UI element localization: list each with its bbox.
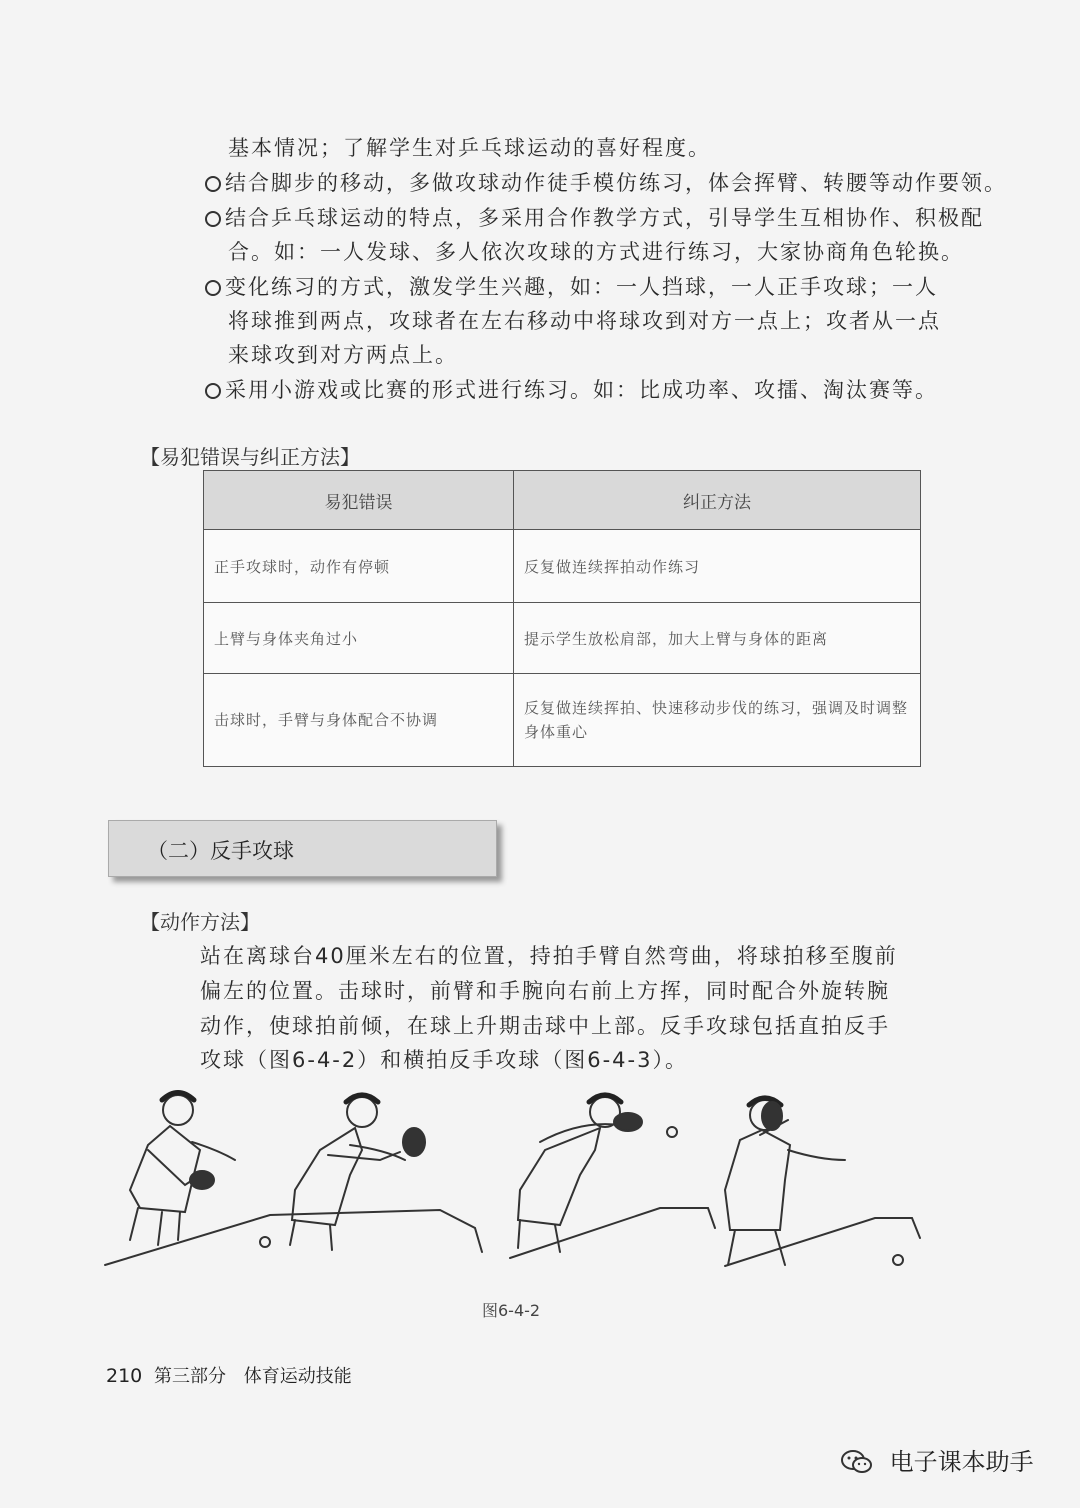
bullet-circle-icon	[205, 211, 221, 227]
page-footer	[106, 1362, 352, 1388]
bullet-3-line-3: 来球攻到对方两点上。	[228, 343, 458, 367]
player-figure-1	[130, 1093, 235, 1246]
bullet-circle-icon	[205, 280, 221, 296]
method-line-3: 动作，使球拍前倾，在球上升期击球中上部。反手攻球包括直拍反手	[200, 1014, 890, 1038]
table-cell: 正手攻球时，动作有停顿	[204, 530, 514, 603]
bullet-1-line-1: 结合脚步的移动，多做攻球动作徒手模仿练习，体会挥臂、转腰等动作要领。	[205, 167, 1007, 197]
table-cell: 上臂与身体夹角过小	[204, 603, 514, 674]
ball-3	[893, 1255, 903, 1265]
bullet-2-line-2: 合。如：一人发球、多人依次攻球的方式进行练习，大家协商角色轮换。	[228, 240, 964, 264]
table-cell: 反复做连续挥拍、快速移动步伐的练习，强调及时调整身体重心	[514, 674, 921, 767]
errors-heading: 【易犯错误与纠正方法】	[140, 445, 360, 469]
table-row	[204, 603, 921, 674]
bullet-circle-icon	[205, 383, 221, 399]
bullet-3-line-1: 变化练习的方式，激发学生兴趣，如：一人挡球，一人正手攻球；一人	[205, 271, 938, 301]
ball-1	[260, 1237, 270, 1247]
watermark-text: 电子课本助手	[889, 1448, 1034, 1476]
bullet-2-line-1: 结合乒乓球运动的特点，多采用合作教学方式，引导学生互相协作、积极配	[205, 202, 984, 232]
bullet-3-line-2: 将球推到两点，攻球者在左右移动中将球攻到对方一点上；攻者从一点	[228, 309, 941, 333]
page-number: 210	[106, 1365, 143, 1387]
table-header-row	[204, 471, 921, 530]
method-line-1: 站在离球台40厘米左右的位置，持拍手臂自然弯曲，将球拍移至腹前	[200, 944, 898, 968]
intro-line: 基本情况；了解学生对乒乓球运动的喜好程度。	[228, 136, 711, 160]
errors-table	[203, 470, 921, 767]
method-heading: 【动作方法】	[140, 910, 260, 934]
table-edge-2	[510, 1208, 715, 1258]
table-row	[204, 530, 921, 603]
column-header-corrections: 纠正方法	[514, 471, 921, 530]
player-figure-4	[725, 1098, 845, 1265]
ball-2	[667, 1127, 677, 1137]
method-line-4: 攻球（图6-4-2）和横拍反手攻球（图6-4-3）。	[200, 1048, 688, 1072]
table-cell: 反复做连续挥拍动作练习	[514, 530, 921, 603]
table-cell: 提示学生放松肩部，加大上臂与身体的距离	[514, 603, 921, 674]
figure-caption: 图6-4-2	[482, 1301, 541, 1320]
table-row	[204, 674, 921, 767]
watermark	[840, 1442, 1034, 1477]
footer-part: 第三部分	[154, 1366, 226, 1387]
bullet-4-line-1: 采用小游戏或比赛的形式进行练习。如：比成功率、攻擂、淘汰赛等。	[205, 374, 938, 404]
bullet-circle-icon	[205, 176, 221, 192]
footer-title: 体育运动技能	[243, 1366, 352, 1387]
player-figure-3	[518, 1095, 642, 1252]
player-figure-2	[290, 1095, 425, 1250]
column-header-errors: 易犯错误	[204, 471, 514, 530]
table-cell: 击球时，手臂与身体配合不协调	[204, 674, 514, 767]
subsection-title-box	[108, 820, 497, 877]
wechat-icon	[840, 1448, 874, 1476]
subsection-title: （二）反手攻球	[147, 839, 294, 863]
backhand-attack-illustration	[100, 1080, 960, 1280]
table-edge-3	[725, 1218, 920, 1266]
method-line-2: 偏左的位置。击球时，前臂和手腕向右前上方挥，同时配合外旋转腕	[200, 979, 890, 1003]
